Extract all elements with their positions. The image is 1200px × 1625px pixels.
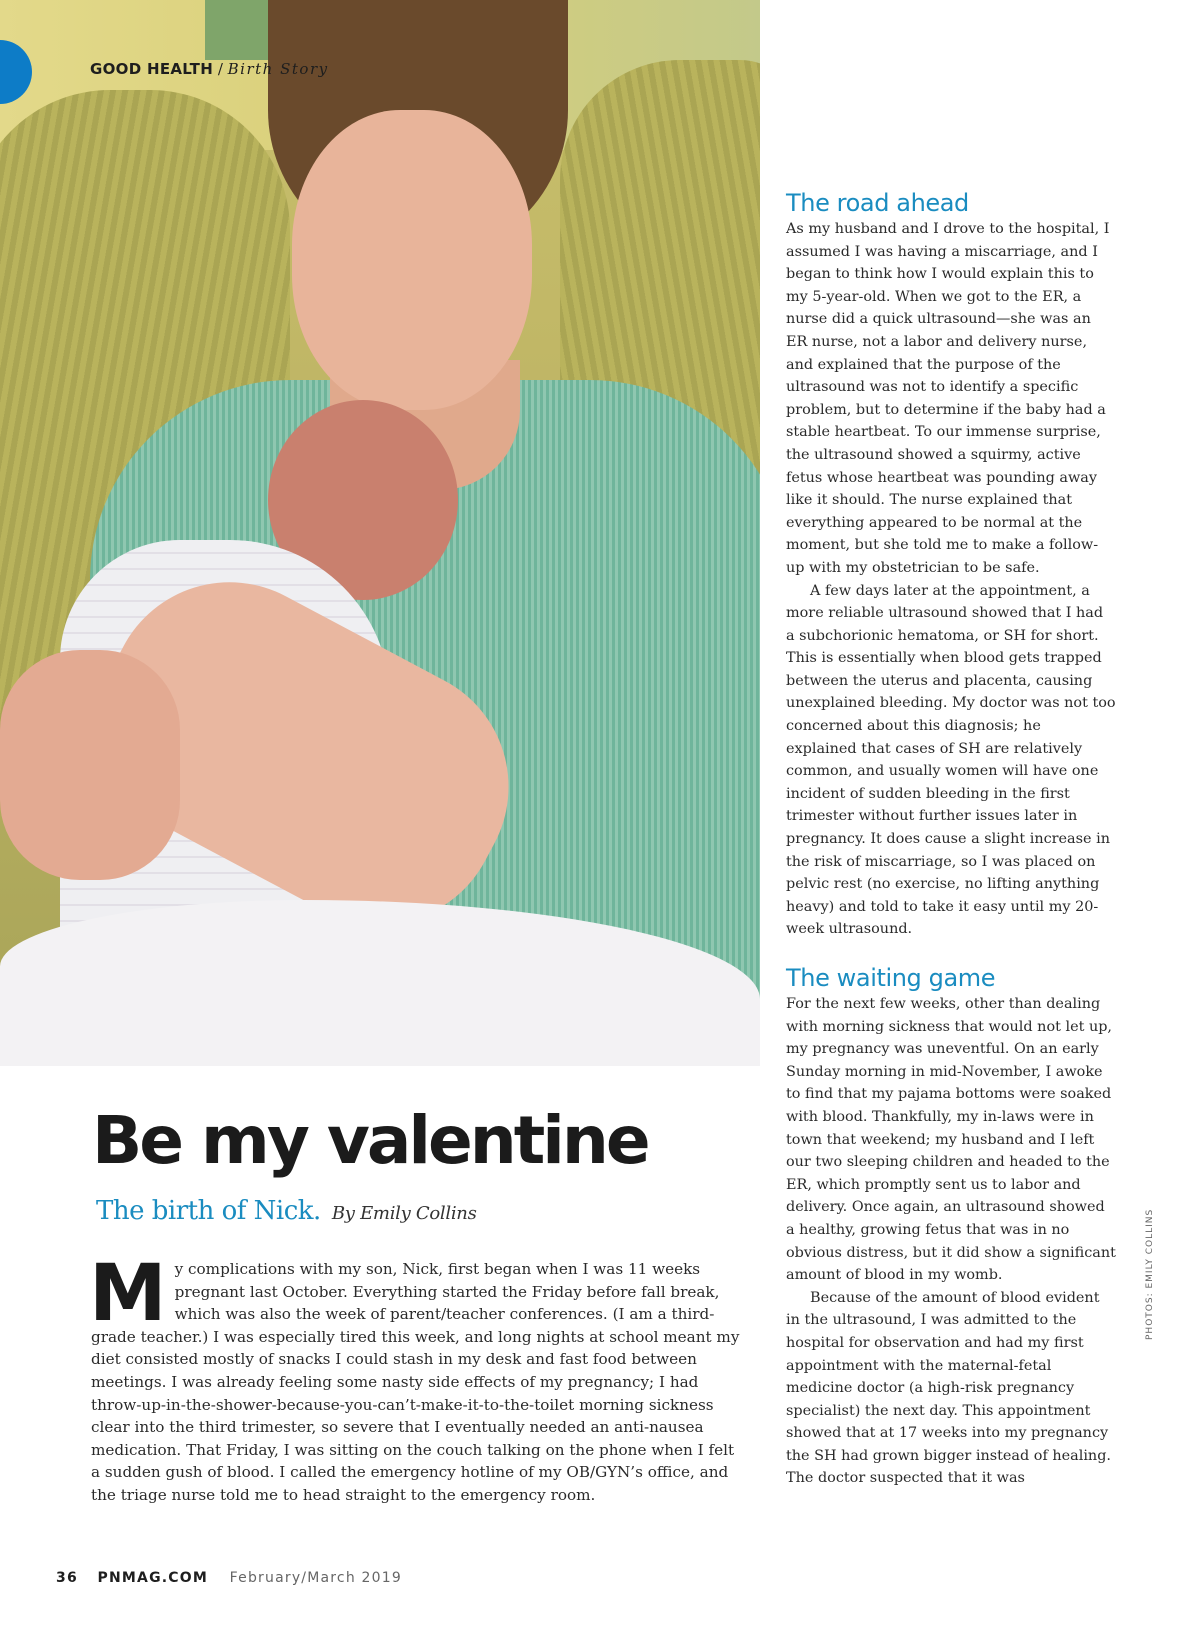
site-url: PNMAG.COM xyxy=(97,1570,209,1586)
right-column xyxy=(786,188,1116,1490)
paragraph: Because of the amount of blood evident in the ultrasound, I was admitted to the hospital for observation and had my first appointment with the maternal-fetal medicine doctor (a high-risk pregnancy specialist) the next day. This appointment showed that at 17 weeks into my pregnancy the SH had grown bigger instead of healing. The doctor suspected that it was xyxy=(786,1289,1111,1487)
drop-cap: M xyxy=(89,1249,167,1339)
photo-mother-face xyxy=(292,110,532,410)
article-photo xyxy=(0,0,760,1066)
deck-text: The birth of Nick. xyxy=(96,1196,321,1226)
lead-text: y complications with my son, Nick, first began when I was 11 weeks pregnant last October. Everything started the Friday before fall break, which was also the week of parent/teacher conferences. (I am a third-grade teacher.) I was especially tired this week, and long nights at school meant my diet consisted mostly of snacks I could stash in my desk and fast food between meetings. I was already feeling some nasty side effects of my pregnancy; I had throw-up-in-the-shower-because-you-can’t-make-it-to-the-toilet morning sickness clear into the third trimester, so severe that I eventually needed an anti-nausea medication. That Friday, I was sitting on the couch talking on the phone when I felt a sudden gush of blood. I called the emergency hotline of my OB/GYN’s office, and the triage nurse told me to head straight to the emergency room. xyxy=(91,1260,740,1504)
subsection-label: Birth Story xyxy=(227,60,329,78)
paragraph: For the next few weeks, other than dealing with morning sickness that would not let up, my pregnancy was uneventful. On an early Sunday morning in mid-November, I awoke to find that my pajama bottoms were soaked with blood. Thankfully, my in-laws were in town that weekend; my husband and I left our two sleeping children and headed to the ER, which promptly sent us to labor and delivery. Once again, an ultrasound showed a healthy, growing fetus that was in no obvious distress, but it did show a significant amount of blood in my womb. xyxy=(786,996,1116,1284)
photo-supporting-hand xyxy=(0,650,180,880)
issue-date: February/March 2019 xyxy=(229,1570,402,1586)
paragraph: A few days later at the appointment, a more reliable ultrasound showed that I had a subchorionic hematoma, or SH for short. This is essentially when blood gets trapped between the uterus and placenta, causing unexplained bleeding. My doctor was not too concerned about this diagnosis; he explained that cases of SH are relatively common, and usually women will have one incident of sudden bleeding in the first trimester without further issues later in pregnancy. It does cause a slight increase in the risk of miscarriage, so I was placed on pelvic rest (no exercise, no lifting anything heavy) and told to take it easy until my 20-week ultrasound. xyxy=(786,582,1116,938)
page-number: 36 xyxy=(56,1570,78,1586)
subhead-road-ahead: The road ahead xyxy=(786,189,969,217)
section-label: GOOD HEALTH xyxy=(90,60,214,78)
page-footer xyxy=(56,1570,402,1586)
headline: Be my valentine xyxy=(92,1102,648,1179)
subhead-waiting-game: The waiting game xyxy=(786,964,996,992)
deck xyxy=(96,1196,477,1226)
photo-credit: PHOTOS: EMILY COLLINS xyxy=(1145,1208,1155,1340)
paragraph: As my husband and I drove to the hospital, I assumed I was having a miscarriage, and I began to think how I would explain this to my 5-year-old. When we got to the ER, a nurse did a quick ultrasound—she was an ER nurse, not a labor and delivery nurse, and explained that the purpose of the ultrasound was not to identify a specific problem, but to determine if the baby had a stable heartbeat. To our immense surprise, the ultrasound showed a squirmy, active fetus whose heartbeat was pounding away like it should. The nurse explained that everything appeared to be normal at the moment, but she told me to make a follow-up with my obstetrician to be safe. xyxy=(786,221,1110,576)
lead-paragraph xyxy=(89,1249,745,1507)
section-separator: / xyxy=(213,60,228,78)
section-header xyxy=(90,60,329,78)
byline: By Emily Collins xyxy=(331,1203,477,1224)
